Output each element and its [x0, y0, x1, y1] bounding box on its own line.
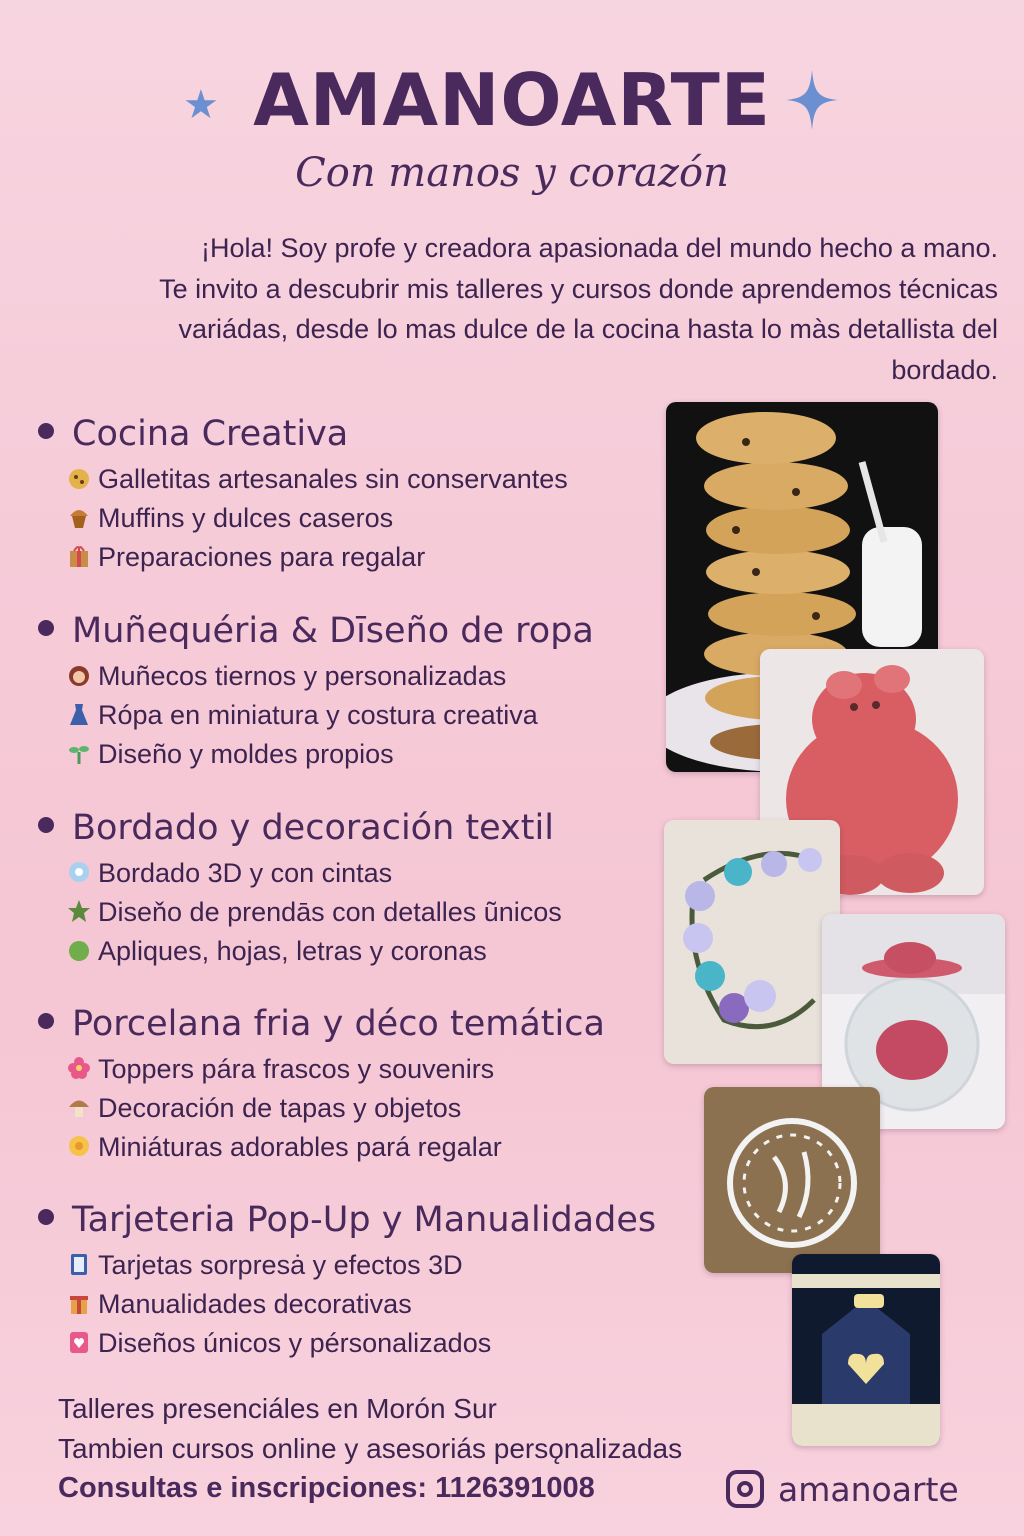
card-icon [66, 1251, 92, 1277]
list-item: Decoración de tapas y objetos [66, 1089, 678, 1128]
section-tarjeteria [38, 1196, 678, 1363]
list-item: Galletitas artesanales sin conservantes [66, 460, 678, 499]
section-title [38, 1000, 678, 1048]
list-item: Diseño y moldes propios [66, 735, 678, 774]
instagram-label: amanoarte [778, 1469, 959, 1509]
tagline: Con manos y corazón [295, 150, 729, 196]
intro-text [40, 228, 998, 390]
section-title [38, 804, 678, 852]
mushroom-icon [66, 1094, 92, 1120]
section-munequeria [38, 607, 678, 774]
wreath-photo [704, 1087, 880, 1273]
intro-line: Te invito a descubrir mis talleres y cursos donde aprendemos técnicas [159, 273, 998, 304]
intro-line: ¡Hola! Soy profe y creadora apasionada del mundo hecho a mano. [200, 233, 998, 263]
green-ball-icon [66, 937, 92, 963]
bullet-icon [38, 1013, 54, 1029]
list-item: Toppers pára frascos y souvenirs [66, 1050, 678, 1089]
section-title-label: Cocina Creativa [72, 414, 349, 454]
page-title: AMANOARTE [253, 58, 771, 142]
section-title [38, 1196, 678, 1244]
instagram-icon [726, 1470, 764, 1508]
section-cocina [38, 410, 678, 577]
craft-card-photo [792, 1254, 940, 1446]
list-item: Apliques, hojas, letras y coronas [66, 932, 678, 971]
yellow-flower-icon [66, 1133, 92, 1159]
heart-card-icon [66, 1329, 92, 1355]
bullet-icon [38, 620, 54, 636]
bullet-icon [38, 817, 54, 833]
intro-line: variádas, desde lo mas dulce de la cocina hasta lo màs detallista del [178, 314, 998, 344]
list-item: Diseños únicos y pérsonalizados [66, 1324, 678, 1363]
section-title-label: Muñequéria & Dīseño de ropa [72, 611, 594, 651]
sprout-icon [66, 740, 92, 766]
section-title [38, 607, 678, 655]
list-item: Rópa en miniatura y costura creativa [66, 696, 678, 735]
footer-online: Tambien cursos online y asesoriás persǫnalizadas [58, 1433, 683, 1464]
muffin-icon [66, 504, 92, 530]
section-title-label: Tarjeteria Pop-Up y Manualidades [72, 1200, 657, 1240]
footer-location: Talleres presenciáles en Morón Sur [58, 1393, 497, 1424]
list-item: Muñecos tiernos y personalizadas [66, 657, 678, 696]
list-item: Bordado 3D y con cintas [66, 854, 678, 893]
cookie-icon [66, 465, 92, 491]
dress-icon [66, 701, 92, 727]
sparkle-icon [786, 70, 838, 130]
list-item: Diseňo de prendās con detalles ũnicos [66, 893, 678, 932]
section-title-label: Bordado y decoración textil [72, 808, 554, 848]
bullet-icon [38, 423, 54, 439]
section-porcelana [38, 1000, 678, 1167]
section-title-label: Porcelana fria y déco temática [72, 1004, 605, 1044]
doll-icon [66, 662, 92, 688]
instagram-handle[interactable] [726, 1466, 959, 1512]
list-item: Preparaciones para regalar [66, 538, 678, 577]
bullet-icon [38, 1209, 54, 1225]
footer-contact: Consultas e inscripciones: 1126391008 [58, 1472, 595, 1504]
list-item: Miniáturas adorables pará regalar [66, 1128, 678, 1167]
embroidery-photo [664, 820, 840, 1064]
gift-box-icon [66, 543, 92, 569]
gift-icon [66, 1290, 92, 1316]
list-item: Manualidades decorativas [66, 1285, 678, 1324]
intro-line: bordado. [891, 354, 998, 385]
section-bordado [38, 804, 678, 971]
list-item: Muffins y dulces caseros [66, 499, 678, 538]
snowflake-flower-icon [66, 859, 92, 885]
list-item: Tarjetas sorpresȧ y efectos 3D [66, 1246, 678, 1285]
star-leaf-icon [66, 898, 92, 924]
section-title [38, 410, 678, 458]
pink-flower-icon [66, 1055, 92, 1081]
star-icon: ★ [183, 82, 219, 128]
